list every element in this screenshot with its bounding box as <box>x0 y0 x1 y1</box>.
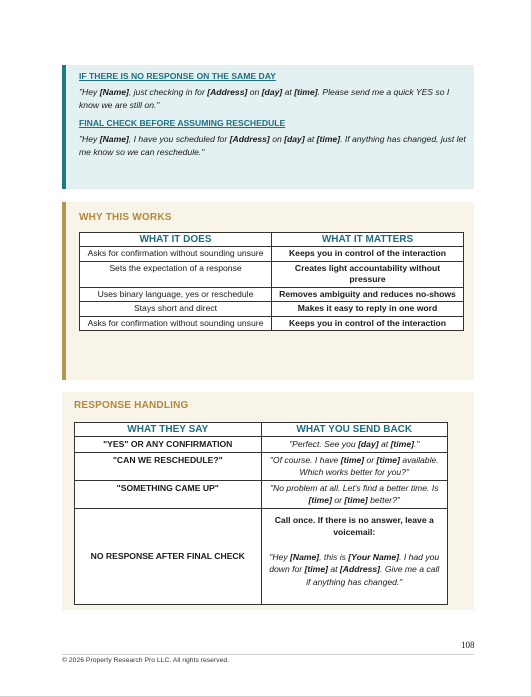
placeholder-token: [Your Name] <box>348 551 400 562</box>
table-cell: Creates light accountability without pressure <box>272 261 464 287</box>
placeholder-token: [Address] <box>229 134 270 144</box>
why-col-header: WHAT IT MATTERS <box>272 233 464 247</box>
table-cell: Uses binary language, yes or reschedule <box>80 287 272 302</box>
placeholder-token: [day] <box>284 134 305 144</box>
placeholder-token: [day] <box>358 439 379 449</box>
placeholder-token: [time] <box>390 439 414 449</box>
table-cell: Keeps you in control of the interaction <box>272 316 464 331</box>
voicemail-instruction: Call once. If there is no answer, leave a voicemail: <box>274 514 434 537</box>
table-row <box>80 261 464 287</box>
response-handling-section <box>62 392 474 610</box>
placeholder-token: [Address] <box>207 87 248 97</box>
placeholder-token: [Address] <box>339 564 381 574</box>
table-cell: Sets the expectation of a response <box>80 261 272 287</box>
table-row <box>75 508 448 604</box>
send-back-cell <box>261 508 448 604</box>
table-cell: Makes it easy to reply in one word <box>272 302 464 317</box>
table-cell: Stays short and direct <box>80 302 272 317</box>
placeholder-token: [time] <box>294 87 318 97</box>
response-col-header: WHAT THEY SAY <box>75 423 262 437</box>
placeholder-token: [time] <box>340 454 365 465</box>
callout-heading-same-day: IF THERE IS NO RESPONSE ON THE SAME DAY <box>79 71 276 81</box>
placeholder-token: [Name] <box>99 134 129 144</box>
why-col-header: WHAT IT DOES <box>80 233 272 247</box>
table-row <box>75 480 448 508</box>
they-say-cell: "CAN WE RESCHEDULE?" <box>75 452 262 480</box>
response-section-title: RESPONSE HANDLING <box>74 400 189 411</box>
table-cell: Asks for confirmation without sounding unsure <box>80 316 272 331</box>
table-row <box>80 302 464 317</box>
callout-quote-same-day: "Hey [Name], just checking in for [Address] on [day] at [time]. Please send me a quick YES so I know we are still on." <box>79 87 450 110</box>
no-response-callout <box>62 65 474 189</box>
why-table <box>79 232 464 331</box>
why-table-header <box>80 233 464 247</box>
table-row <box>80 247 464 262</box>
placeholder-token: [time] <box>308 495 332 505</box>
why-section-title: WHY THIS WORKS <box>79 212 172 223</box>
footer-copyright: © 2026 Property Research Pro LLC. All rights reserved. <box>62 657 230 664</box>
they-say-cell: "SOMETHING CAME UP" <box>75 480 262 508</box>
placeholder-token: [time] <box>304 564 328 574</box>
placeholder-token: [time] <box>344 495 368 505</box>
placeholder-token: [day] <box>261 87 283 97</box>
response-col-header: WHAT YOU SEND BACK <box>261 423 448 437</box>
table-cell: Removes ambiguity and reduces no-shows <box>272 287 464 302</box>
table-row <box>80 287 464 302</box>
voicemail-script: "Hey [Name], this is [Your Name]. I had you down for [time] at [Address]. Give me a call if anything has changed." <box>269 551 440 587</box>
they-say-cell: NO RESPONSE AFTER FINAL CHECK <box>75 508 262 604</box>
placeholder-token: [Name] <box>290 551 320 562</box>
placeholder-token: [time] <box>376 454 400 465</box>
table-row <box>75 452 448 480</box>
placeholder-token: [time] <box>316 134 341 144</box>
placeholder-token: [Name] <box>99 87 129 97</box>
send-back-cell: "No problem at all. Let's find a better time. Is [time] or [time] better?" <box>261 480 448 508</box>
page-number: 108 <box>461 640 475 650</box>
footer-divider <box>62 654 474 655</box>
callout-heading-final-check: FINAL CHECK BEFORE ASSUMING RESCHEDULE <box>79 118 286 128</box>
response-table <box>74 422 448 605</box>
table-cell: Keeps you in control of the interaction <box>272 247 464 262</box>
table-row <box>80 316 464 331</box>
response-table-header <box>75 423 448 437</box>
send-back-cell: "Perfect. See you [day] at [time]." <box>261 437 448 453</box>
table-row <box>75 437 448 453</box>
they-say-cell: "YES" OR ANY CONFIRMATION <box>75 437 262 453</box>
why-this-works-section <box>62 202 474 380</box>
callout-quote-final-check: "Hey [Name], I have you scheduled for [Address] on [day] at [time]. If anything has changed, just let me know so we can reschedule." <box>79 134 466 157</box>
table-cell: Asks for confirmation without sounding unsure <box>80 247 272 262</box>
send-back-cell: "Of course. I have [time] or [time] available. Which works better for you?" <box>261 452 448 480</box>
